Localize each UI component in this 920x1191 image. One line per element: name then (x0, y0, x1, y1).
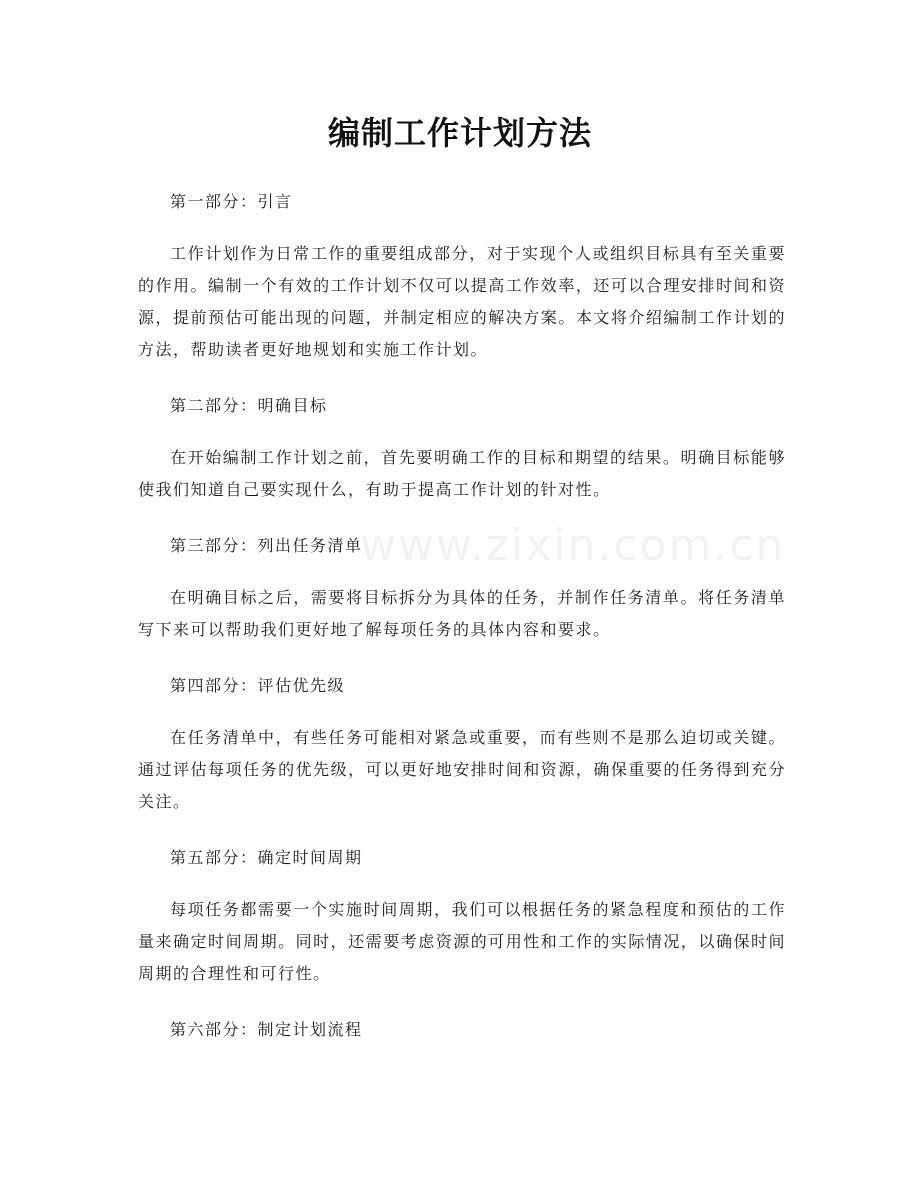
section-paragraph-2: 在开始编制工作计划之前，首先要明确工作的目标和期望的结果。明确目标能够使我们知道自己要实现什么，有助于提高工作计划的针对性。 (138, 448, 786, 499)
section-paragraph-1: 工作计划作为日常工作的重要组成部分，对于实现个人或组织目标具有至关重要的作用。编制一个有效的工作计划不仅可以提高工作效率，还可以合理安排时间和资源，提前预估可能出现的问题，并制定相应的解决方案。本文将介绍编制工作计划的方法，帮助读者更好地规划和实施工作计划。 (138, 244, 786, 359)
section-paragraph-4: 在任务清单中，有些任务可能相对紧急或重要，而有些则不是那么迫切或关键。通过评估每项任务的优先级，可以更好地安排时间和资源，确保重要的任务得到充分关注。 (138, 728, 786, 811)
document-title: 编制工作计划方法 (327, 114, 592, 152)
section-heading-6: 第六部分：制定计划流程 (170, 1020, 363, 1039)
section-heading-2: 第二部分：明确目标 (170, 396, 328, 415)
section-heading-1: 第一部分：引言 (170, 192, 293, 211)
section-heading-3: 第三部分：列出任务清单 (170, 536, 363, 555)
section-paragraph-5: 每项任务都需要一个实施时间周期，我们可以根据任务的紧急程度和预估的工作量来确定时间周期。同时，还需要考虑资源的可用性和工作的实际情况，以确保时间周期的合理性和可行性。 (138, 900, 786, 983)
watermark: www.zixin.com.cn (360, 520, 786, 571)
document-body (138, 186, 786, 1066)
section-heading-4: 第四部分：评估优先级 (170, 676, 346, 695)
section-paragraph-3: 在明确目标之后，需要将目标拆分为具体的任务，并制作任务清单。将任务清单写下来可以帮助我们更好地了解每项任务的具体内容和要求。 (138, 588, 786, 639)
section-heading-5: 第五部分：确定时间周期 (170, 848, 363, 867)
